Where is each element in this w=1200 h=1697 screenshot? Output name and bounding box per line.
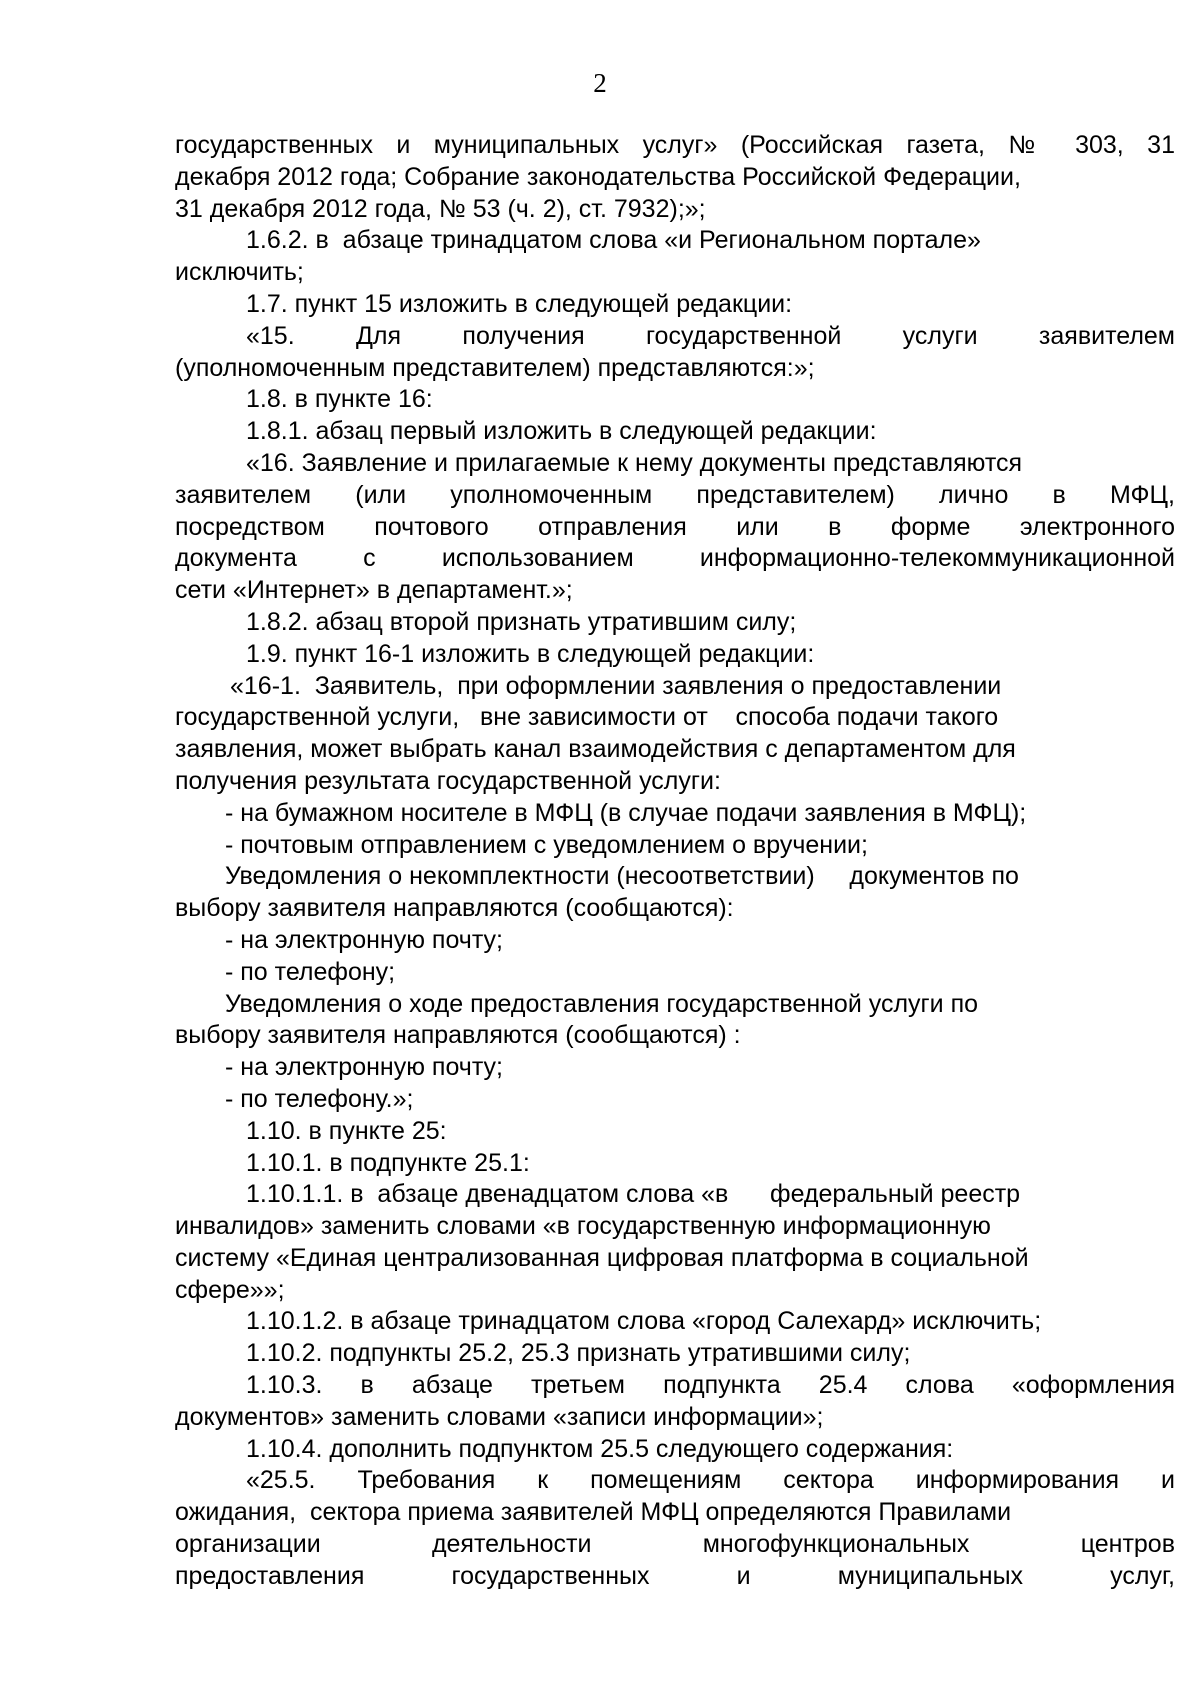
text-line: «25.5. Требования к помещениям сектора информирования и <box>246 1466 1175 1495</box>
text-line: документов» заменить словами «записи информации»; <box>175 1402 824 1431</box>
text-line: 1.10.2. подпункты 25.2, 25.3 признать утратившими силу; <box>246 1339 911 1368</box>
text-line: 1.10.1.2. в абзаце тринадцатом слова «город Салехард» исключить; <box>246 1307 1042 1336</box>
text-line: «15. Для получения государственной услуги заявителем <box>246 321 1175 350</box>
text-line: «16-1. Заявитель, при оформлении заявления о предоставлении <box>230 671 1002 700</box>
text-line: ожидания, сектора приема заявителей МФЦ определяются Правилами <box>175 1498 1012 1527</box>
text-line: 31 декабря 2012 года, № 53 (ч. 2), ст. 7932);»; <box>175 194 706 223</box>
text-line: - на электронную почту; <box>225 1053 504 1082</box>
text-line: инвалидов» заменить словами «в государственную информационную <box>175 1212 991 1241</box>
text-line: заявления, может выбрать канал взаимодействия с департаментом для <box>175 735 1016 764</box>
text-line: декабря 2012 года; Собрание законодательства Российской Федерации, <box>175 162 1021 191</box>
text-line: систему «Единая централизованная цифровая платформа в социальной <box>175 1243 1029 1272</box>
text-line: 1.10. в пункте 25: <box>246 1116 447 1145</box>
text-line: 1.9. пункт 16-1 изложить в следующей редакции: <box>246 639 815 668</box>
text-line: - по телефону; <box>225 957 396 986</box>
text-line: выбору заявителя направляются (сообщаются) : <box>175 1021 741 1050</box>
text-line: - на электронную почту; <box>225 925 504 954</box>
text-line: Уведомления о некомплектности (несоответствии) документов по <box>225 862 1019 891</box>
document-body <box>175 130 1175 1593</box>
text-line: Уведомления о ходе предоставления государственной услуги по <box>225 989 979 1018</box>
text-line: «16. Заявление и прилагаемые к нему документы представляются <box>246 448 1023 477</box>
text-line: государственных и муниципальных услуг» (Российская газета, № 303, 31 <box>175 131 1175 159</box>
text-line: - по телефону.»; <box>225 1084 414 1113</box>
text-line: сфере»»; <box>175 1275 285 1304</box>
text-line: заявителем (или уполномоченным представителем) лично в МФЦ, <box>175 480 1175 509</box>
text-line: 1.6.2. в абзаце тринадцатом слова «и Региональном портале» <box>246 226 981 255</box>
text-line: документа с использованием информационно-телекоммуникационной <box>175 544 1175 573</box>
text-line: получения результата государственной услуги: <box>175 766 721 795</box>
text-line: 1.8.2. абзац второй признать утратившим силу; <box>246 607 797 636</box>
text-line: государственной услуги, вне зависимости от способа подачи такого <box>175 703 999 732</box>
text-line: сети «Интернет» в департамент.»; <box>175 576 573 605</box>
text-line: - на бумажном носителе в МФЦ (в случае подачи заявления в МФЦ); <box>225 798 1027 827</box>
text-line: 1.10.1. в подпункте 25.1: <box>246 1148 530 1177</box>
text-line: посредством почтового отправления или в форме электронного <box>175 512 1175 541</box>
text-line: организации деятельности многофункциональных центров <box>175 1530 1175 1559</box>
text-line: 1.8.1. абзац первый изложить в следующей редакции: <box>246 417 877 446</box>
page-number: 2 <box>593 68 607 98</box>
text-line: выбору заявителя направляются (сообщаются): <box>175 894 734 923</box>
text-line: 1.8. в пункте 16: <box>246 385 433 414</box>
text-line: предоставления государственных и муниципальных услуг, <box>175 1561 1175 1590</box>
text-line: - почтовым отправлением с уведомлением о вручении; <box>225 830 868 859</box>
text-line: (уполномоченным представителем) представляются:»; <box>175 353 815 382</box>
text-line: 1.10.1.1. в абзаце двенадцатом слова «в федеральный реестр <box>246 1180 1021 1209</box>
text-line: исключить; <box>175 258 304 287</box>
text-line: 1.10.4. дополнить подпунктом 25.5 следующего содержания: <box>246 1434 954 1463</box>
text-line: 1.10.3. в абзаце третьем подпункта 25.4 слова «оформления <box>246 1371 1175 1400</box>
text-line: 1.7. пункт 15 изложить в следующей редакции: <box>246 289 793 318</box>
